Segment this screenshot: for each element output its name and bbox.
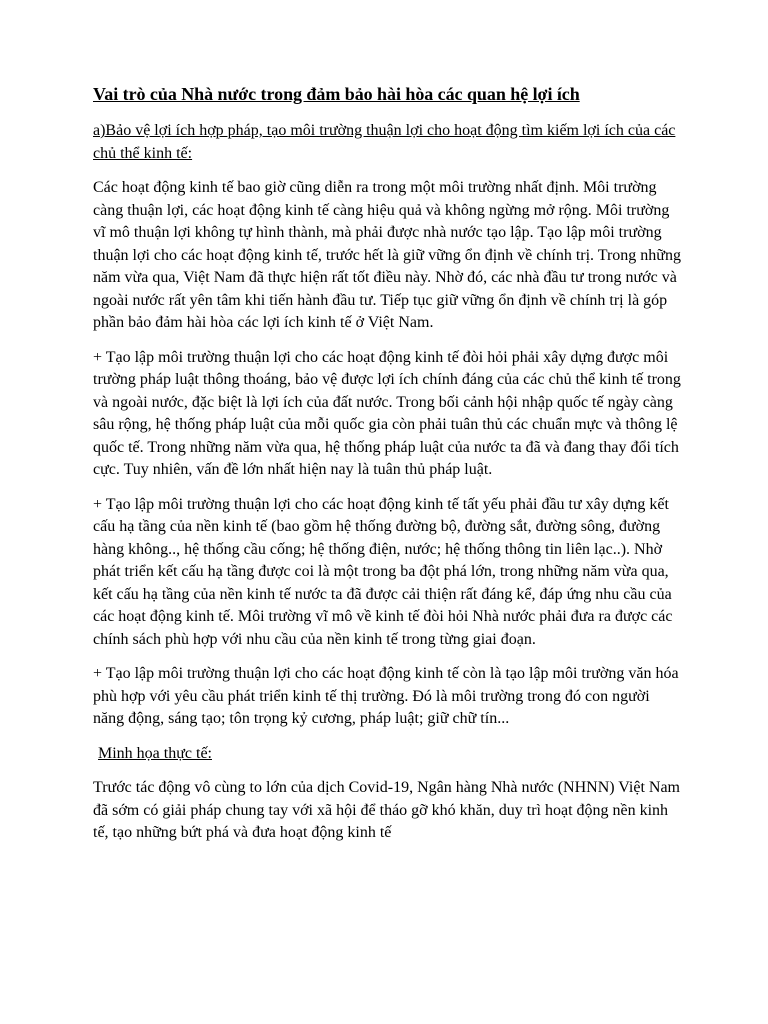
document-page xyxy=(93,82,683,845)
document-title: Vai trò của Nhà nước trong đảm bảo hài hòa các quan hệ lợi ích xyxy=(93,84,580,104)
illustration-text: Trước tác động vô cùng to lớn của dịch Covid-19, Ngân hàng Nhà nước (NHNN) Việt Nam đã sớm có giải pháp chung tay với xã hội để tháo gỡ khó khăn, duy trì hoạt động nền kinh tế, tạo những bứt phá và đưa hoạt động kinh tế xyxy=(93,779,680,841)
paragraph-4: + Tạo lập môi trường thuận lợi cho các hoạt động kinh tế còn là tạo lập môi trường văn hóa phù hợp với yêu cầu phát triển kinh tế thị trường. Đó là môi trường trong đó con người năng động, sáng tạo; tôn trọng kỷ cương, pháp luật; giữ chữ tín... xyxy=(93,665,679,727)
paragraph-3: + Tạo lập môi trường thuận lợi cho các hoạt động kinh tế tất yếu phải đầu tư xây dựng kết cấu hạ tầng của nền kinh tế (bao gồm hệ thống đường bộ, đường sắt, đường sông, đường hàng không.., hệ thống cầu cống; hệ thống điện, nước; hệ thống thông tin liên lạc..). Nhờ phát triển kết cấu hạ tầng được coi là một trong ba đột phá lớn, trong những năm vừa qua, kết cấu hạ tầng của nền kinh tế nước ta đã được cải thiện rất đáng kể, đáp ứng nhu cầu của các hoạt động kinh tế. Môi trường vĩ mô về kinh tế đòi hỏi Nhà nước phải đưa ra được các chính sách phù hợp với nhu cầu của nền kinh tế trong từng giai đoạn. xyxy=(93,495,673,648)
paragraph-1: Các hoạt động kinh tế bao giờ cũng diễn ra trong một môi trường nhất định. Môi trường càng thuận lợi, các hoạt động kinh tế càng hiệu quả và không ngừng mở rộng. Môi trường vĩ mô thuận lợi không tự hình thành, mà phải được nhà nước tạo lập. Tạo lập môi trường thuận lợi cho các hoạt động kinh tế, trước hết là giữ vững ổn định về chính trị. Trong những năm vừa qua, Việt Nam đã thực hiện rất tốt điều này. Nhờ đó, các nhà đầu tư trong nước và ngoài nước rất yên tâm khi tiến hành đầu tư. Tiếp tục giữ vững ổn định về chính trị là góp phần bảo đảm hài hòa các lợi ích kinh tế ở Việt Nam. xyxy=(93,179,681,331)
section-a-heading: a)Bảo vệ lợi ích hợp pháp, tạo môi trường thuận lợi cho hoạt động tìm kiếm lợi ích của các chủ thể kinh tế: xyxy=(93,122,676,162)
illustration-heading: Minh họa thực tế: xyxy=(98,744,212,762)
paragraph-2: + Tạo lập môi trường thuận lợi cho các hoạt động kinh tế đòi hỏi phải xây dựng được môi trường pháp luật thông thoáng, bảo vệ được lợi ích chính đáng của các chủ thể kinh tế trong và ngoài nước, đặc biệt là lợi ích của đất nước. Trong bối cảnh hội nhập quốc tế ngày càng sâu rộng, hệ thống pháp luật của mỗi quốc gia còn phải tuân thủ các chuẩn mực và thông lệ quốc tế. Trong những năm vừa qua, hệ thống pháp luật của nước ta đã và đang thay đổi tích cực. Tuy nhiên, vấn đề lớn nhất hiện nay là tuân thủ pháp luật. xyxy=(93,348,681,478)
